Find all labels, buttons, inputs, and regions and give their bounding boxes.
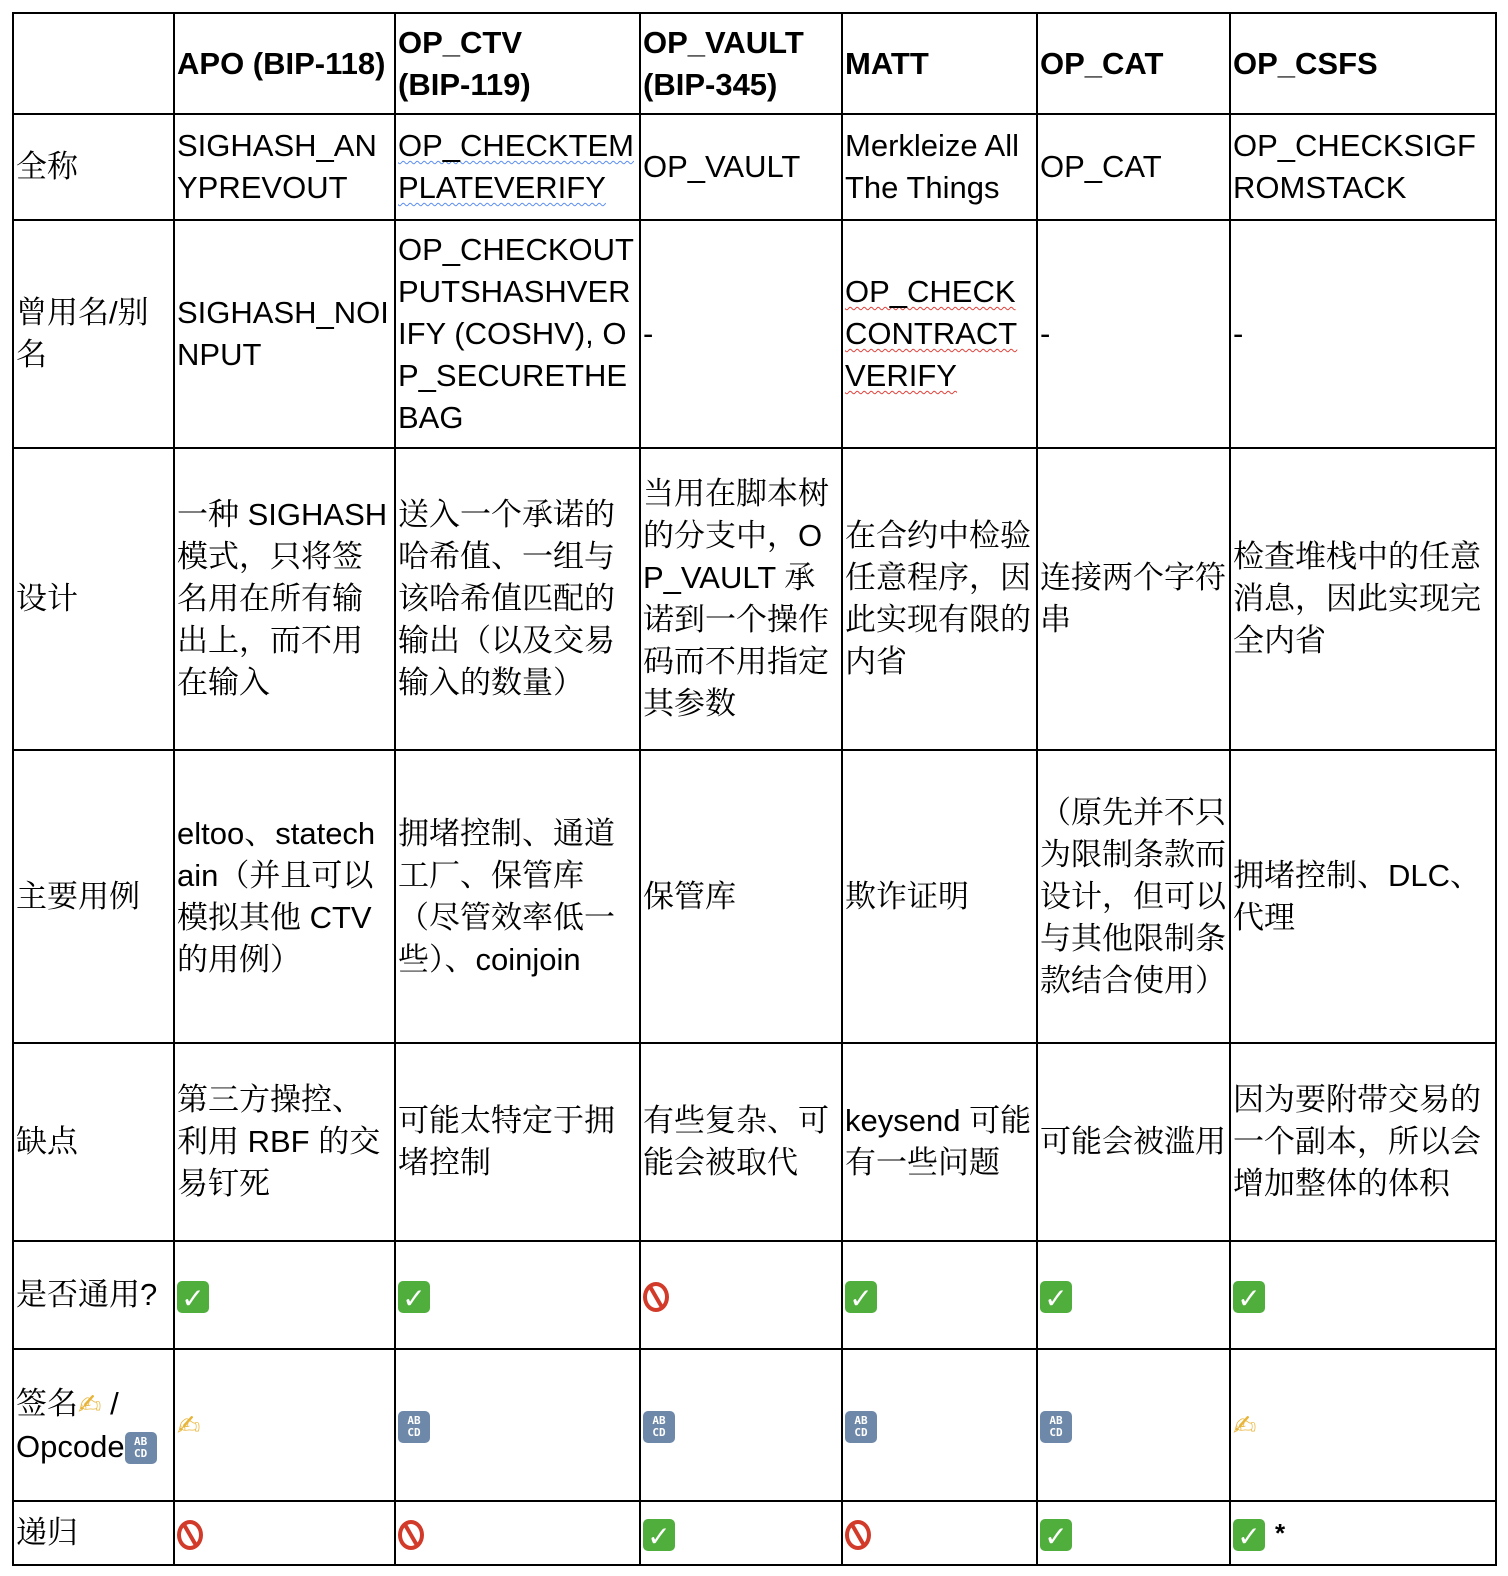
cell-aliases-matt [842,220,1037,448]
cell-aliases-apo: SIGHASH_NOINPUT [174,220,395,448]
prohibited-icon [177,1520,203,1550]
row-aliases [13,220,1496,448]
cell-aliases-csfs: - [1230,220,1496,448]
cell-use-cases-csfs: 拥堵控制、DLC、代理 [1230,750,1496,1043]
writing-hand-icon: ✍ [78,1387,102,1421]
cell-aliases-ctv: OP_CHECKOUTPUTSHASHVERIFY (COSHV), OP_SECURETHEBAG [395,220,640,448]
writing-hand-icon: ✍ [177,1408,201,1442]
cell-drawbacks-vault: 有些复杂、可能会被取代 [640,1043,842,1241]
cell-design-matt: 在合约中检验任意程序，因此实现有限的内省 [842,448,1037,750]
corner-cell [13,13,174,114]
row-label-aliases: 曾用名/别名 [13,220,174,448]
row-label-recursion: 递归 [13,1501,174,1565]
row-full-name [13,114,1496,220]
cell-full-name-apo: SIGHASH_ANYPREVOUT [174,114,395,220]
cell-general-vault [640,1241,842,1349]
prohibited-icon [845,1520,871,1550]
spellcheck-text: OP_CHECKCONTRACTVERIFY [845,274,1018,393]
check-mark-button-icon [177,1281,209,1313]
cell-drawbacks-matt: keysend 可能有一些问题 [842,1043,1037,1241]
cell-recursion-ctv [395,1501,640,1565]
col-header-matt: MATT [842,13,1037,114]
row-label-full-name: 全称 [13,114,174,220]
check-mark-button-icon [1040,1281,1072,1313]
row-use-cases [13,750,1496,1043]
check-mark-button-icon [398,1281,430,1313]
row-label-drawbacks: 缺点 [13,1043,174,1241]
cell-use-cases-ctv: 拥堵控制、通道工厂、保管库（尽管效率低一些）、coinjoin [395,750,640,1043]
cell-design-apo: 一种 SIGHASH 模式，只将签名用在所有输出上，而不用在输入 [174,448,395,750]
col-header-vault-line2: (BIP-345) [643,66,778,102]
check-mark-button-icon [845,1281,877,1313]
writing-hand-icon: ✍ [1233,1408,1257,1442]
spellcheck-text: OP_CHECKTEMPLATEVERIFY [398,128,634,205]
row-drawbacks [13,1043,1496,1241]
cell-use-cases-cat: （原先并不只为限制条款而设计，但可以与其他限制条款结合使用） [1037,750,1230,1043]
footnote-asterisk: * [1275,1518,1286,1548]
row-label-sig-or-opcode [13,1349,174,1501]
cell-use-cases-vault: 保管库 [640,750,842,1043]
cell-recursion-vault [640,1501,842,1565]
cell-sig-vault [640,1349,842,1501]
row-general-purpose [13,1241,1496,1349]
check-mark-button-icon [1233,1281,1265,1313]
col-header-apo: APO (BIP-118) [174,13,395,114]
cell-drawbacks-apo: 第三方操控、利用 RBF 的交易钉死 [174,1043,395,1241]
col-header-cat: OP_CAT [1037,13,1230,114]
abcd-input-icon: AB CD [643,1411,675,1443]
cell-full-name-cat: OP_CAT [1037,114,1230,220]
cell-general-csfs [1230,1241,1496,1349]
cell-general-ctv [395,1241,640,1349]
col-header-ctv-line2: (BIP-119) [398,66,531,102]
col-header-vault-line1: OP_VAULT [643,24,804,60]
cell-drawbacks-ctv: 可能太特定于拥堵控制 [395,1043,640,1241]
cell-full-name-vault: OP_VAULT [640,114,842,220]
cell-drawbacks-cat: 可能会被滥用 [1037,1043,1230,1241]
row-label-use-cases: 主要用例 [13,750,174,1043]
abcd-input-icon: AB CD [125,1432,157,1464]
label-separator: / [101,1385,119,1421]
cell-recursion-csfs [1230,1501,1496,1565]
prohibited-icon [643,1282,669,1312]
cell-full-name-csfs: OP_CHECKSIGFROMSTACK [1230,114,1496,220]
cell-aliases-vault: - [640,220,842,448]
spellcheck-text: Merkleize All The Things [845,128,1019,205]
cell-general-matt [842,1241,1037,1349]
cell-recursion-matt [842,1501,1037,1565]
cell-design-vault: 当用在脚本树的分支中，OP_VAULT 承诺到一个操作码而不用指定其参数 [640,448,842,750]
cell-drawbacks-csfs: 因为要附带交易的一个副本，所以会增加整体的体积 [1230,1043,1496,1241]
check-mark-button-icon [643,1519,675,1551]
cell-general-cat [1037,1241,1230,1349]
abcd-input-icon: AB CD [845,1411,877,1443]
cell-design-csfs: 检查堆栈中的任意消息，因此实现完全内省 [1230,448,1496,750]
cell-sig-ctv [395,1349,640,1501]
abcd-input-icon: AB CD [398,1411,430,1443]
cell-sig-csfs [1230,1349,1496,1501]
col-header-csfs: OP_CSFS [1230,13,1496,114]
cell-use-cases-apo: eltoo、statechain（并且可以模拟其他 CTV 的用例） [174,750,395,1043]
cell-recursion-cat [1037,1501,1230,1565]
cell-aliases-cat: - [1037,220,1230,448]
header-row [13,13,1496,114]
row-design [13,448,1496,750]
cell-recursion-apo [174,1501,395,1565]
cell-general-apo [174,1241,395,1349]
cell-sig-apo [174,1349,395,1501]
check-mark-button-icon [1233,1519,1265,1551]
label-opcode-text: Opcode [16,1428,125,1464]
covenant-comparison-table [12,12,1497,1566]
col-header-ctv-line1: OP_CTV [398,24,523,60]
row-sig-or-opcode [13,1349,1496,1501]
check-mark-button-icon [1040,1519,1072,1551]
cell-sig-matt [842,1349,1037,1501]
cell-sig-cat [1037,1349,1230,1501]
row-label-design: 设计 [13,448,174,750]
col-header-ctv [395,13,640,114]
cell-full-name-ctv [395,114,640,220]
cell-full-name-matt [842,114,1037,220]
row-recursion [13,1501,1496,1565]
cell-use-cases-matt: 欺诈证明 [842,750,1037,1043]
col-header-vault [640,13,842,114]
prohibited-icon [398,1520,424,1550]
row-label-general-purpose: 是否通用? [13,1241,174,1349]
abcd-input-icon: AB CD [1040,1411,1072,1443]
label-signature-text: 签名 [16,1385,78,1421]
cell-design-cat: 连接两个字符串 [1037,448,1230,750]
cell-design-ctv: 送入一个承诺的哈希值、一组与该哈希值匹配的输出（以及交易输入的数量） [395,448,640,750]
